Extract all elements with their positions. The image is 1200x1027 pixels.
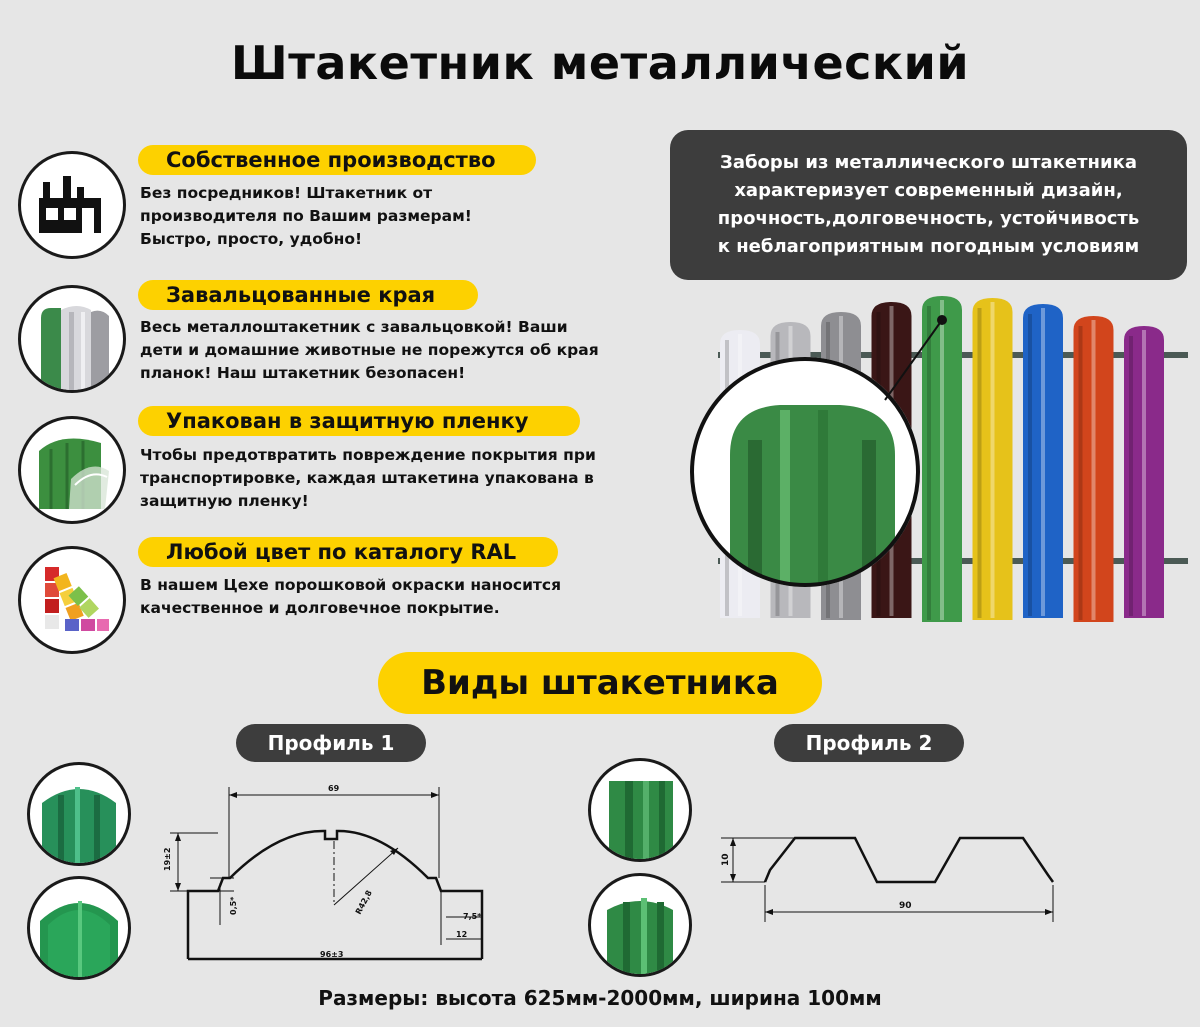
fence-picket-highlight	[1142, 330, 1146, 616]
fence-picket-shadow	[1028, 314, 1032, 616]
fence-picket-highlight	[1092, 320, 1096, 620]
profile-2-drawing	[715, 830, 1065, 934]
profile-1-label: Профиль 1	[236, 724, 426, 762]
fence-picket-shadow	[1079, 326, 1083, 620]
svg-text:R42,8: R42,8	[353, 888, 374, 916]
profile-2-label: Профиль 2	[774, 724, 964, 762]
feature-text-production: Без посредников! Штакетник от производителя по Вашим размерам! Быстро, просто, удобно!	[140, 184, 472, 248]
profile-2-sample-bottom	[588, 873, 692, 977]
color-palette-icon	[18, 546, 126, 654]
feature-heading-edges: Завальцованные края	[138, 280, 478, 310]
profile-2-sample-top	[588, 758, 692, 862]
profile-1-drawing	[150, 775, 500, 979]
page-title: Штакетник металлический	[230, 36, 970, 90]
rolled-edge-icon	[18, 285, 126, 393]
fence-picket-shadow	[978, 308, 982, 618]
feature-heading-production: Собственное производство	[138, 145, 536, 175]
profile-1-sample-top	[27, 762, 131, 866]
fence-picket-highlight	[940, 300, 944, 620]
feature-text-film: Чтобы предотвратить повреждение покрытия при транспортировке, каждая штакетина упакована в защитную пленку!	[140, 446, 596, 510]
protective-film-icon	[18, 416, 126, 524]
fence-picket-highlight	[991, 302, 995, 618]
feature-heading-ral: Любой цвет по каталогу RAL	[138, 537, 558, 567]
svg-text:12: 12	[456, 930, 468, 939]
fence-picket-shadow	[1129, 336, 1133, 616]
section-title: Виды штакетника	[378, 652, 822, 714]
svg-text:19±2: 19±2	[163, 847, 172, 871]
fence-illustration	[690, 290, 1190, 634]
svg-text:90: 90	[899, 901, 912, 911]
dimensions-footer: Размеры: высота 625мм-2000мм, ширина 100мм	[318, 986, 882, 1010]
svg-text:69: 69	[328, 784, 340, 793]
fence-picket-highlight	[1041, 308, 1045, 616]
svg-text:96±3: 96±3	[320, 950, 344, 959]
quote-box: Заборы из металлического штакетника характеризует современный дизайн, прочность,долговечность, устойчивость к неблагоприятным погодным условиям	[670, 130, 1187, 280]
feature-text-edges: Весь металлоштакетник с завальцовкой! Ваши дети и домашние животные не порежутся об края планок! Наш штакетник безопасен!	[140, 318, 599, 382]
feature-heading-film: Упакован в защитную пленку	[138, 406, 580, 436]
factory-icon	[18, 151, 126, 259]
profile-1-sample-bottom	[27, 876, 131, 980]
fence-picket-shadow	[927, 306, 931, 620]
svg-text:0,5*: 0,5*	[229, 896, 238, 915]
svg-text:7,5*: 7,5*	[463, 912, 482, 921]
feature-text-ral: В нашем Цехе порошковой окраски наносится качественное и долговечное покрытие.	[140, 576, 562, 617]
svg-text:10: 10	[721, 853, 731, 866]
